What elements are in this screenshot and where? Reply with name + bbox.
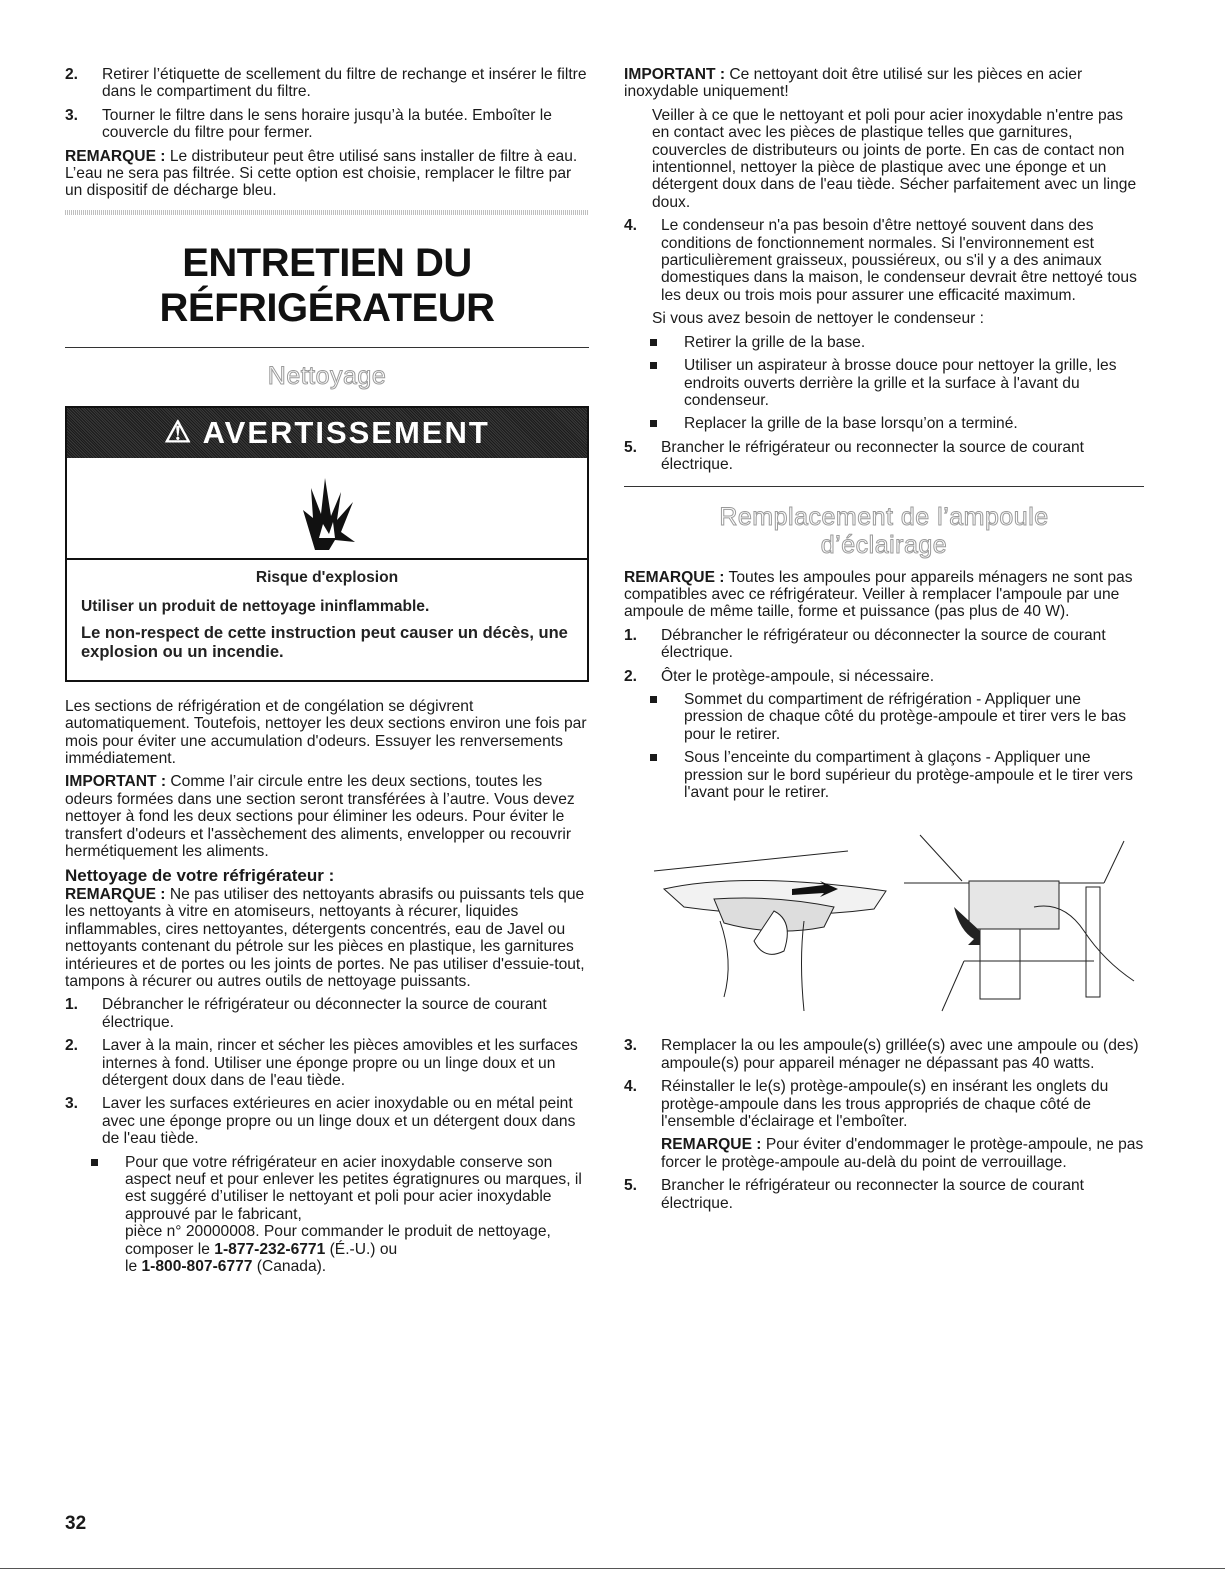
step-text: Tourner le filtre dans le sens horaire jusqu’à la butée. Emboîter le couvercle du filtre pour fermer. <box>102 106 552 142</box>
chapter-title-line-2: RÉFRIGÉRATEUR <box>159 285 495 330</box>
step-text: Brancher le réfrigérateur ou reconnecter la source de courant électrique. <box>661 1177 1084 1212</box>
important-label: IMPORTANT : <box>624 66 726 83</box>
cleaning-step-5 <box>624 439 1144 474</box>
chapter-title-line-1: ENTRETIEN DU <box>182 240 472 285</box>
step-text: Réinstaller le le(s) protège-ampoule(s) en insérant les onglets du protège-ampoule dans les trous appropriés de chaque côté de l'ensemble d'éclairage et l'emboîter. <box>661 1078 1109 1131</box>
bullet-text: Replacer la grille de la base lorsqu’on a terminé. <box>684 415 1018 433</box>
warning-header-text: AVERTISSEMENT <box>202 414 490 450</box>
bullet-text: Pour que votre réfrigérateur en acier inoxydable conserve son aspect neuf et pour enlever les petites égratignures ou marques, il est suggéré d’utiliser le nettoyant et poli pour acier inoxydable approuvé par le fabricant, <box>125 1153 582 1223</box>
bulb-bullet-2 <box>624 749 1144 801</box>
step-number: 1. <box>624 626 638 644</box>
step-text: Remplacer la ou les ampoule(s) grillée(s) avec une ampoule ou (des) ampoule(s) pour appareil ménager ne dépassant pas 40 watts. <box>661 1037 1139 1072</box>
bulb-step-3 <box>624 1037 1144 1072</box>
step-text: Débrancher le réfrigérateur ou déconnecter la source de courant électrique. <box>661 626 1106 662</box>
filter-step-3 <box>65 107 589 142</box>
note-text: Le distributeur peut être utilisé sans installer de filtre à eau. L’eau ne sera pas filtrée. Si cette option est choisie, remplacer le filtre par un dispositif de décharge bleu. <box>65 147 578 200</box>
condenser-intro: Si vous avez besoin de nettoyer le condenseur : <box>652 310 985 328</box>
step-text: Laver les surfaces extérieures en acier inoxydable ou en métal peint avec une éponge propre ou un linge doux et un détergent doux dans de l'eau tiède. <box>102 1095 576 1148</box>
section-title-bulb <box>624 503 1144 559</box>
bulb-cover-illustration-graphic <box>624 811 1144 1023</box>
section-title-line-1: Remplacement de l’ampoule <box>719 502 1049 531</box>
important-stainless-note <box>624 66 1144 101</box>
warning-header <box>67 408 587 458</box>
note-text: Ne pas utiliser des nettoyants abrasifs ou puissants tels que les nettoyants à vitre en atomiseurs, nettoyants à récurer, liquides inflammables, cires nettoyantes, détergents concentrés, eau de Javel ou nettoyants contenant du pétrole sur les pièces en plastique, les garnitures intérieures et de portes ou les joints de portes. Ne pas utiliser d'essuie-tout, tampons à récurer ou autres outils de nettoyage puissants. <box>65 885 585 990</box>
phone-us: 1-877-232-6771 <box>214 1240 326 1258</box>
explosion-icon <box>67 458 587 560</box>
warning-risk: Risque d'explosion <box>255 568 399 586</box>
bulb-note <box>624 569 1144 621</box>
bulb-step-5 <box>624 1177 1144 1212</box>
stainless-cleaner-bullet <box>65 1154 589 1276</box>
bulb-step-1 <box>624 627 1144 662</box>
condenser-bullet-2 <box>624 357 1144 409</box>
note-label: REMARQUE : <box>65 147 166 165</box>
step-number: 4. <box>624 1078 638 1096</box>
step-text: Retirer l’étiquette de scellement du filtre de rechange et insérer le filtre dans le compartiment du filtre. <box>102 66 587 101</box>
cleaning-note <box>65 886 589 990</box>
warning-body <box>67 560 587 680</box>
note-label: REMARQUE : <box>65 885 166 903</box>
right-column <box>624 66 1144 1218</box>
warning-triangle-icon: ⚠ <box>164 415 194 449</box>
bullet-text-canada: (Canada). <box>252 1258 327 1276</box>
important-text: Ce nettoyant doit être utilisé sur les pièces en acier inoxydable uniquement! <box>624 66 1083 101</box>
bulb-step-4-note <box>624 1136 1144 1171</box>
left-column <box>65 66 589 1281</box>
cleaning-step-4 <box>624 217 1144 304</box>
step-number: 2. <box>65 66 79 83</box>
important-label: IMPORTANT : <box>65 773 167 791</box>
step-number: 3. <box>65 1095 79 1113</box>
step-number: 5. <box>624 438 638 456</box>
bulb-bullet-1 <box>624 691 1144 743</box>
dotted-divider <box>65 210 589 215</box>
step-text: Brancher le réfrigérateur ou reconnecter la source de courant électrique. <box>661 438 1084 474</box>
phone-canada: 1-800-807-6777 <box>141 1258 253 1276</box>
section-rule <box>624 486 1144 487</box>
filter-note <box>65 148 589 200</box>
step-number: 2. <box>624 667 638 685</box>
note-text: Toutes les ampoules pour appareils ménagers ne sont pas compatibles avec ce réfrigérateur. Veiller à remplacer l'ampoule par une ampoule de même taille, forme et puissance (pas plus de 40 W). <box>624 568 1133 621</box>
bullet-text-le: le <box>125 1258 142 1276</box>
step-number: 5. <box>624 1177 638 1195</box>
step-text: Laver à la main, rincer et sécher les pièces amovibles et les surfaces internes à fond. Utiliser une éponge propre ou un linge doux et un détergent doux dans de l'eau tiède. <box>102 1037 578 1089</box>
bulb-cover-illustration <box>624 811 1144 1023</box>
bullet-text: Retirer la grille de la base. <box>684 333 866 351</box>
step-text: Débrancher le réfrigérateur ou déconnecter la source de courant électrique. <box>102 996 547 1031</box>
step-number: 1. <box>65 996 79 1014</box>
subsection-title: Nettoyage de votre réfrigérateur : <box>65 865 335 885</box>
section-title-cleaning: Nettoyage <box>267 361 387 390</box>
note-label: REMARQUE : <box>661 1136 762 1154</box>
step-text: Ôter le protège-ampoule, si nécessaire. <box>661 667 935 685</box>
step-number: 4. <box>624 217 638 235</box>
note-text: Pour éviter d'endommager le protège-ampoule, ne pas forcer le protège-ampoule au-delà du point de verrouillage. <box>661 1136 1144 1171</box>
cleaning-intro: Les sections de réfrigération et de congélation se dégivrent automatiquement. Toutefois, nettoyer les deux sections environ une fois par mois pour éviter une accumulation d'odeurs. Essuyer les renversements immédiatement. <box>65 697 587 768</box>
section-title-line-2: d’éclairage <box>820 530 948 559</box>
bullet-text-us: (É.-U.) ou <box>325 1240 398 1258</box>
note-label: REMARQUE : <box>624 568 725 586</box>
cleaning-step-3 <box>65 1095 589 1147</box>
step-number: 3. <box>65 106 79 124</box>
bullet-text: Sommet du compartiment de réfrigération - Appliquer une pression de chaque côté du protège-ampoule et tirer vers le bas pour le retirer. <box>684 690 1127 743</box>
bullet-text: Utiliser un aspirateur à brosse douce pour nettoyer la grille, les endroits ouverts derrière la grille et la surface à l'avant du condenseur. <box>684 357 1117 409</box>
cleaning-step-2 <box>65 1037 589 1089</box>
condenser-bullet-3 <box>624 415 1144 432</box>
important-text: Comme l’air circule entre les deux sections, toutes les odeurs formées dans une section seront transférées à l’autre. Vous devez nettoyer à fond les deux sections pour éliminer les odeurs. Pour éviter le transfert d'odeurs et l'assèchement des aliments, envelopper ou recouvrir hermétiquement les aliments. <box>65 773 575 861</box>
chapter-title <box>65 241 589 331</box>
cleaning-step-1 <box>65 996 589 1031</box>
filter-step-2 <box>65 66 589 101</box>
important-note <box>65 773 589 860</box>
title-rule <box>65 347 589 348</box>
bulb-step-2 <box>624 668 1144 685</box>
bullet-text-order: pièce n° 20000008. Pour commander le produit de nettoyage, composer le <box>125 1223 551 1258</box>
condenser-bullet-1 <box>624 334 1144 351</box>
explosion-icon-graphic <box>67 458 587 558</box>
step-number: 2. <box>65 1037 79 1055</box>
plastic-contact-note: Veiller à ce que le nettoyant et poli pour acier inoxydable n'entre pas en contact avec les pièces de plastique telles que garnitures, couvercles de distributeurs ou joints de porte. En cas de contact non intentionnel, nettoyer la pièce de plastique avec une éponge et un détergent doux dans de l'eau tiède. Sécher parfaitement avec un linge doux. <box>652 106 1137 211</box>
step-text: Le condenseur n'a pas besoin d'être nettoyé souvent dans des conditions de fonctionnement normales. Si l'environnement est particulièrement graisseux, poussiéreux, ou s'il y a des animaux domestiques dans la maison, le condenseur devrait être nettoyé tous les deux ou trois mois pour assurer une efficacité maximum. <box>661 217 1137 304</box>
bulb-step-4 <box>624 1078 1144 1130</box>
step-number: 3. <box>624 1037 638 1055</box>
warning-line-1: Utiliser un produit de nettoyage ininflammable. <box>81 597 430 615</box>
bullet-text: Sous l’enceinte du compartiment à glaçons - Appliquer une pression sur le bord supérieur du protège-ampoule et le tirer vers l'avant pour le retirer. <box>684 749 1133 801</box>
warning-line-2: Le non-respect de cette instruction peut causer un décès, une explosion ou un incendie. <box>81 623 568 661</box>
warning-box <box>65 406 589 682</box>
page-number: 32 <box>65 1513 87 1534</box>
bottom-rule <box>0 1568 1225 1569</box>
